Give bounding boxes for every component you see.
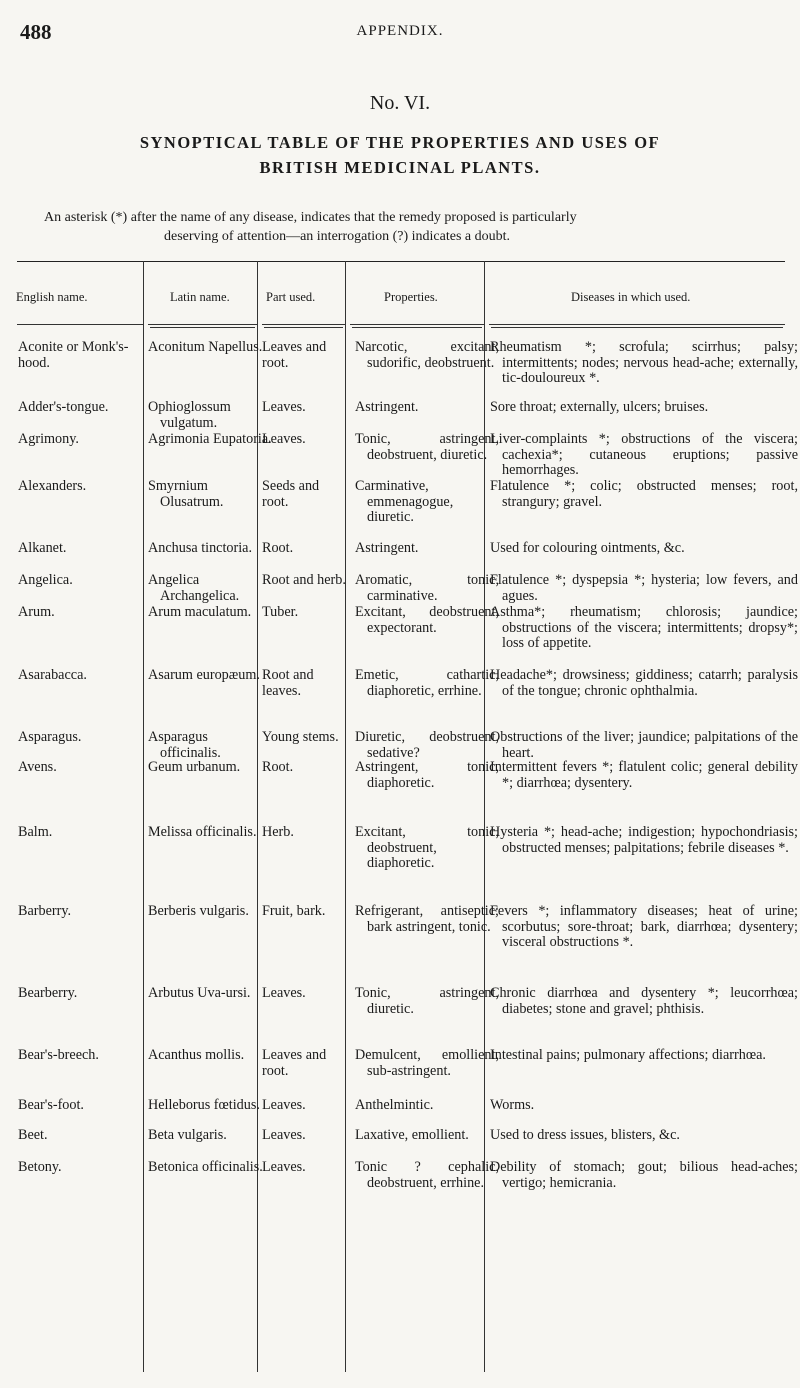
diseases-cell: Liver-complaints *; obstructions of the viscera; cachexia*; cutaneous eruptions; passive hemorrhages. <box>490 431 798 479</box>
part-used-cell: Seeds and root. <box>262 478 320 510</box>
part-used-cell: Root and leaves. <box>262 667 314 699</box>
part-used-cell: Root. <box>262 540 294 556</box>
table-number: No. VI. <box>369 92 431 114</box>
header-properties: Properties. <box>384 290 438 304</box>
table-title-line-2: BRITISH MEDICINAL PLANTS. <box>259 158 541 177</box>
english-name-cell: Agrimony. <box>18 431 79 447</box>
properties-cell: Narcotic, excitant, sudorific, deobstruent. <box>355 339 499 371</box>
english-name-cell: Betony. <box>18 1159 62 1175</box>
english-name-cell: Barberry. <box>18 903 72 919</box>
part-used-cell: Leaves. <box>262 399 306 415</box>
english-name-cell: Balm. <box>18 824 53 840</box>
diseases-cell: Flatulence *; dyspepsia *; hysteria; low fevers, and agues. <box>490 572 798 604</box>
english-name-cell: Asarabacca. <box>18 667 87 683</box>
english-name-cell: Angelica. <box>18 572 73 588</box>
properties-cell: Diuretic, deobstruent, sedative? <box>355 729 499 761</box>
diseases-cell: Flatulence *; colic; obstructed menses; root, strangury; gravel. <box>490 478 798 510</box>
header-english: English name. <box>16 290 88 304</box>
properties-cell: Carminative, emmenagogue, diuretic. <box>355 478 454 526</box>
diseases-cell: Chronic diarrhœa and dysentery *; leucorrhœa; diabetes; stone and gravel; phthisis. <box>490 985 798 1017</box>
header-rule <box>148 324 257 325</box>
table-top-rule <box>17 261 785 262</box>
header-rule <box>350 324 484 325</box>
diseases-cell: Asthma*; rheumatism; chlorosis; jaundice; obstructions of the viscera; intermittents; dropsy*; loss of appetite. <box>490 604 798 652</box>
header-rule <box>17 324 143 325</box>
latin-name-cell: Angelica Archangelica. <box>148 572 240 604</box>
properties-cell: Demulcent, emollient, sub-astringent. <box>355 1047 499 1079</box>
latin-name-cell: Acanthus mollis. <box>148 1047 245 1063</box>
header-rule <box>489 324 785 325</box>
diseases-cell: Obstructions of the liver; jaundice; palpitations of the heart. <box>490 729 798 761</box>
header-rule <box>150 327 255 328</box>
properties-cell: Astringent. <box>355 540 419 556</box>
latin-name-cell: Betonica officinalis. <box>148 1159 263 1175</box>
table-title-line-1: SYNOPTICAL TABLE OF THE PROPERTIES AND USES OF <box>139 133 661 152</box>
latin-name-cell: Asparagus officinalis. <box>148 729 221 761</box>
header-rule <box>264 327 343 328</box>
part-used-cell: Leaves. <box>262 1159 306 1175</box>
diseases-cell: Hysteria *; head-ache; indigestion; hypochondriasis; obstructed menses; palpitations; febrile diseases *. <box>490 824 798 856</box>
latin-name-cell: Asarum europæum. <box>148 667 260 683</box>
part-used-cell: Tuber. <box>262 604 299 620</box>
english-name-cell: Asparagus. <box>18 729 82 745</box>
header-rule <box>491 327 783 328</box>
english-name-cell: Alexanders. <box>18 478 87 494</box>
part-used-cell: Leaves and root. <box>262 1047 327 1079</box>
latin-name-cell: Smyrnium Olusatrum. <box>148 478 224 510</box>
part-used-cell: Herb. <box>262 824 294 840</box>
properties-cell: Excitant, deobstruent, expectorant. <box>355 604 499 636</box>
part-used-cell: Fruit, bark. <box>262 903 326 919</box>
part-used-cell: Leaves. <box>262 1127 306 1143</box>
latin-name-cell: Geum urbanum. <box>148 759 241 775</box>
header-part: Part used. <box>266 290 316 304</box>
english-name-cell: Bearberry. <box>18 985 78 1001</box>
latin-name-cell: Melissa officinalis. <box>148 824 257 840</box>
english-name-cell: Beet. <box>18 1127 48 1143</box>
diseases-cell: Intestinal pains; pulmonary affections; diarrhœa. <box>490 1047 766 1063</box>
diseases-cell: Worms. <box>490 1097 535 1113</box>
properties-cell: Tonic, astringent, diuretic. <box>355 985 499 1017</box>
page-header <box>20 20 780 50</box>
latin-name-cell: Ophioglossum vulgatum. <box>148 399 231 431</box>
part-used-cell: Leaves. <box>262 431 306 447</box>
column-divider <box>484 261 485 1372</box>
properties-cell: Astringent, tonic, diaphoretic. <box>355 759 499 791</box>
properties-cell: Aromatic, tonic, carminative. <box>355 572 499 604</box>
english-name-cell: Bear's-breech. <box>18 1047 99 1063</box>
diseases-cell: Used for colouring ointments, &c. <box>490 540 685 556</box>
properties-cell: Refrigerant, antiseptic; bark astringent, tonic. <box>355 903 499 935</box>
diseases-cell: Intermittent fevers *; flatulent colic; general debility *; diarrhœa; dysentery. <box>490 759 798 791</box>
latin-name-cell: Arbutus Uva-ursi. <box>148 985 251 1001</box>
part-used-cell: Leaves. <box>262 985 306 1001</box>
column-divider <box>143 261 144 1372</box>
header-rule <box>352 327 482 328</box>
diseases-cell: Debility of stomach; gout; bilious head-aches; vertigo; hemicrania. <box>490 1159 798 1191</box>
properties-cell: Emetic, cathartic, diaphoretic, errhine. <box>355 667 499 699</box>
table-note: An asterisk (*) after the name of any disease, indicates that the remedy proposed is particularly deserving of attention—an interrogation (?) indicates a doubt. <box>44 210 577 244</box>
english-name-cell: Alkanet. <box>18 540 67 556</box>
english-name-cell: Arum. <box>18 604 55 620</box>
part-used-cell: Root and herb. <box>262 572 346 588</box>
latin-name-cell: Berberis vulgaris. <box>148 903 249 919</box>
latin-name-cell: Anchusa tinctoria. <box>148 540 253 556</box>
diseases-cell: Headache*; drowsiness; giddiness; catarrh; paralysis of the tongue; chronic ophthalmia. <box>490 667 798 699</box>
properties-cell: Tonic, astringent, deobstruent, diuretic. <box>355 431 499 463</box>
properties-cell: Tonic ? cephalic, deobstruent, errhine. <box>355 1159 499 1191</box>
properties-cell: Anthelmintic. <box>355 1097 434 1113</box>
diseases-cell: Used to dress issues, blisters, &c. <box>490 1127 680 1143</box>
latin-name-cell: Agrimonia Eupatoria. <box>148 431 272 447</box>
header-latin: Latin name. <box>170 290 230 304</box>
header-diseases: Diseases in which used. <box>571 290 691 304</box>
part-used-cell: Leaves and root. <box>262 339 327 371</box>
latin-name-cell: Aconitum Napellus. <box>148 339 263 355</box>
header-rule <box>262 324 345 325</box>
properties-cell: Astringent. <box>355 399 419 415</box>
latin-name-cell: Helleborus fœtidus. <box>148 1097 260 1113</box>
part-used-cell: Root. <box>262 759 294 775</box>
part-used-cell: Leaves. <box>262 1097 306 1113</box>
english-name-cell: Adder's-tongue. <box>18 399 109 415</box>
properties-cell: Excitant, tonic, deobstruent, diaphoretic. <box>355 824 499 872</box>
part-used-cell: Young stems. <box>262 729 339 745</box>
page-number: 488 <box>20 20 52 44</box>
english-name-cell: Aconite or Monk's-hood. <box>18 339 129 371</box>
diseases-cell: Sore throat; externally, ulcers; bruises. <box>490 399 709 415</box>
diseases-cell: Rheumatism *; scrofula; scirrhus; palsy; intermittents; nodes; nervous head-ache; externally, tic-douloureux *. <box>490 339 798 387</box>
latin-name-cell: Arum maculatum. <box>148 604 252 620</box>
english-name-cell: Bear's-foot. <box>18 1097 84 1113</box>
running-head: APPENDIX. <box>356 23 444 39</box>
latin-name-cell: Beta vulgaris. <box>148 1127 227 1143</box>
column-divider <box>345 261 346 1372</box>
diseases-cell: Fevers *; inflammatory diseases; heat of urine; scorbutus; sore-throat; bark, diarrhœa; dysentery; visceral obstructions *. <box>490 903 798 951</box>
properties-cell: Laxative, emollient. <box>355 1127 469 1143</box>
english-name-cell: Avens. <box>18 759 57 775</box>
